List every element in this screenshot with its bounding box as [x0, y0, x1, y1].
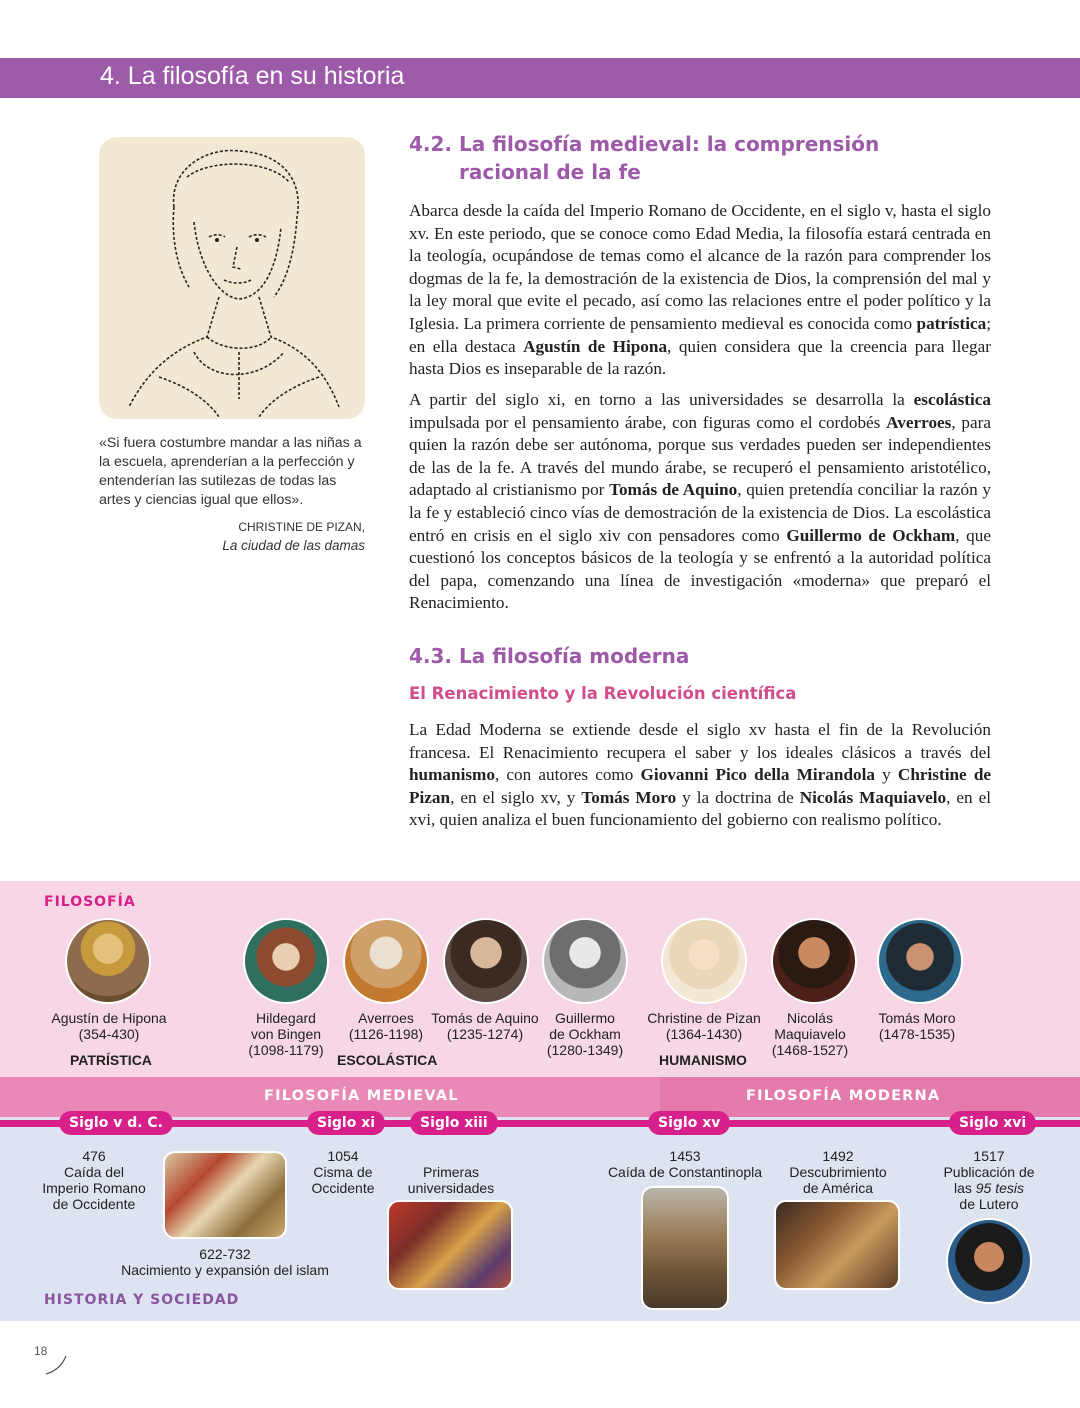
event-1517: 1517 Publicación de las 95 tesis de Lutero	[943, 1148, 1035, 1212]
century-pill: Siglo xvi	[949, 1111, 1036, 1135]
lutero-portrait	[946, 1218, 1032, 1304]
universities-image	[387, 1200, 513, 1290]
section-4-2-title-line1: La filosofía medieval: la comprensión	[459, 132, 880, 156]
islam-expansion-image	[163, 1151, 287, 1239]
page-corner-mark	[44, 1352, 68, 1376]
quote-work: La ciudad de las damas	[222, 538, 365, 553]
philosopher-name: Tomás de Aquino (1235-1274)	[431, 1010, 539, 1042]
section-4-3-subtitle: El Renacimiento y la Revolución científica	[409, 684, 797, 703]
century-pill: Siglo xv	[648, 1111, 730, 1135]
event-1492: 1492 Descubrimiento de América	[789, 1148, 887, 1196]
america-discovery-image	[774, 1200, 900, 1290]
movement-patristica: PATRÍSTICA	[70, 1052, 152, 1068]
event-1453: 1453 Caída de Constantinopla	[607, 1148, 763, 1180]
event-476: 476 Caída del Imperio Romano de Occidente	[42, 1148, 146, 1212]
christine-de-pizan-avatar	[661, 918, 747, 1004]
philosopher-name: Christine de Pizan (1364-1430)	[647, 1010, 761, 1042]
philosopher-name: Averroes (1126-1198)	[348, 1010, 424, 1042]
movement-humanismo: HUMANISMO	[659, 1052, 747, 1068]
agustin-de-hipona-avatar	[65, 918, 151, 1004]
section-4-3-heading	[409, 642, 689, 670]
christine-de-pizan-portrait	[99, 137, 365, 419]
chapter-title: 4. La filosofía en su historia	[100, 62, 405, 90]
medieval-period-label: FILOSOFÍA MEDIEVAL	[264, 1088, 459, 1104]
philosopher-name: Agustín de Hipona (354-430)	[51, 1010, 167, 1042]
history-label: HISTORIA Y SOCIEDAD	[44, 1292, 240, 1308]
event-universidades: Primeras universidades	[407, 1164, 495, 1196]
section-4-2-title-line2: racional de la fe	[459, 160, 641, 184]
nicolas-maquiavelo-avatar	[771, 918, 857, 1004]
philosopher-name: Guillermo de Ockham (1280-1349)	[546, 1010, 624, 1058]
century-pill: Siglo v d. C.	[59, 1111, 173, 1135]
guillermo-de-ockham-avatar	[542, 918, 628, 1004]
century-pill: Siglo xi	[307, 1111, 385, 1135]
century-pill: Siglo xiii	[410, 1111, 498, 1135]
event-1054: 1054 Cisma de Occidente	[311, 1148, 375, 1196]
tomas-moro-avatar	[877, 918, 963, 1004]
philosopher-name: Tomás Moro (1478-1535)	[878, 1010, 956, 1042]
philosopher-name: Nicolás Maquiavelo (1468-1527)	[771, 1010, 849, 1058]
averroes-avatar	[343, 918, 429, 1004]
section-4-2-paragraph-2: A partir del siglo xi, en torno a las universidades se desarrolla la escolástica impulsada por el pensamiento árabe, con figuras como el cordobés Averroes, para quien la razón debe ser autónoma, porque sus verdades pueden ser independientes de las de la fe. A través del mundo árabe, se recuperó el pensamiento aristotélico, adaptado al cristianismo por Tomás de Aquino, quien pretendía conciliar la razón y la fe y estableció cinco vías de demostración de la existencia de Dios. La escolástica entró en crisis en el siglo xiv con pensadores como Guillermo de Ockham, que cuestionó los conceptos básicos de la teología y se enfrentó a la autoridad política del papa, comenzando una línea de investigación «moderna» que preparó el Renacimiento.	[409, 390, 991, 613]
section-4-3-title: La filosofía moderna	[459, 644, 690, 668]
tomas-de-aquino-avatar	[443, 918, 529, 1004]
section-4-2-paragraph-1: Abarca desde la caída del Imperio Romano de Occidente, en el siglo v, hasta el siglo xv. En este periodo, que se conoce como Edad Media, la filosofía estará centrada en la teología, ocupándose de temas como el alcance de la razón para comprender los dogmas de la fe, la demostración de la existencia de Dios, la comprensión del mal y la ley moral que evite el pecado, así como las relaciones entre el poder político y la Iglesia. La primera corriente de pensamiento medieval es conocida como patrística; en ella destaca Agustín de Hipona, quien considera que la creencia para llegar hasta Dios es inseparable de la razón.	[409, 201, 992, 379]
philosophy-label: FILOSOFÍA	[44, 894, 136, 910]
pizan-quote: «Si fuera costumbre mandar a las niñas a la escuela, aprenderían a la perfección y entenderían las sutilezas de todas las artes y ciencias igual que ellos».	[99, 435, 362, 508]
section-4-2-heading	[409, 130, 879, 186]
event-islam: 622-732 Nacimiento y expansión del islam	[121, 1246, 329, 1278]
timeline-history-area	[0, 1117, 1080, 1321]
quote-author: CHRISTINE DE PIZAN,	[238, 520, 365, 534]
modern-period-label: FILOSOFÍA MODERNA	[746, 1088, 941, 1104]
constantinople-image	[641, 1186, 729, 1310]
section-4-3-paragraph-1: La Edad Moderna se extiende desde el siglo xv hasta el fin de la Revolución francesa. El Renacimiento recupera el saber y los ideales clásicos a través del humanismo, con autores como Giovanni Pico della Mirandola y Christine de Pizan, en el siglo xv, y Tomás Moro y la doctrina de Nicolás Maquiavelo, en el xvi, quien analiza el buen funcionamiento del gobierno con realismo político.	[409, 720, 992, 830]
page-number: 18	[34, 1344, 48, 1358]
philosopher-name: Hildegard von Bingen (1098-1179)	[248, 1010, 324, 1058]
section-4-2-number: 4.2.	[409, 132, 453, 156]
hildegard-avatar	[243, 918, 329, 1004]
movement-escolastica: ESCOLÁSTICA	[337, 1052, 438, 1068]
chapter-header	[0, 58, 1080, 98]
section-4-3-number: 4.3.	[409, 644, 453, 668]
